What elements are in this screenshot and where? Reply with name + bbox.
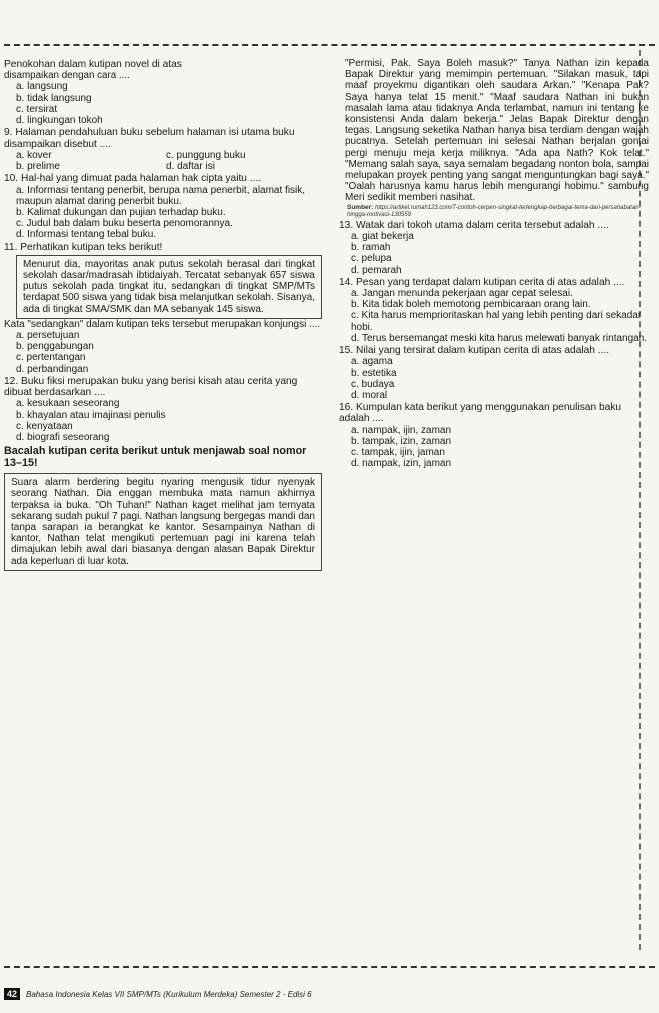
q13-option-a[interactable]: a. giat bekerja bbox=[351, 230, 414, 242]
q13-option-d[interactable]: d. pemarah bbox=[351, 264, 402, 276]
q16-option-a[interactable]: a. nampak, ijin, zaman bbox=[351, 424, 452, 436]
page-number: 42 bbox=[4, 988, 20, 1000]
q10-option-a[interactable]: a. Informasi tentang penerbit, berupa nama penerbit, alamat fisik, maupun alamat daring penerbit buku. bbox=[16, 184, 306, 207]
q8-option-d[interactable]: d. lingkungan tokoh bbox=[16, 115, 103, 126]
bottom-dashed-divider bbox=[4, 966, 655, 968]
q15-option-a[interactable]: a. agama bbox=[351, 356, 393, 368]
question-15-stem: 15. Nilai yang tersirat dalam kutipan cerita di atas adalah .... bbox=[339, 345, 610, 357]
top-dashed-divider bbox=[4, 44, 655, 46]
reading-instruction: Bacalah kutipan cerita berikut untuk menjawab soal nomor 13–15! bbox=[4, 445, 307, 470]
question-9-stem: 9. Halaman pendahuluan buku sebelum halaman isi utama buku disampaikan disebut .... bbox=[4, 127, 295, 150]
q8-option-c[interactable]: c. tersirat bbox=[16, 103, 58, 115]
story-excerpt-text: Suara alarm berdering begitu nyaring mengusik tidur nyenyak seorang Nathan. Dia enggan membuka mata namun akhirnya terpaksa ia buka. "Oh Tuhan!" Nathan kaget melihat jam ternyata sekarang sudah pukul 7 pagi. Nathan langsung bergegas mandi dan tanpa sarapan ia berangkat ke kantor. Sesampainya Nathan di kantor, Nathan telat mengikuti pertemuan pagi ini karena telah dimajukan lebih awal dari biasanya dengan alasan Bapak Direktur ada keperluan di luar kota. bbox=[11, 477, 315, 567]
q14-option-b[interactable]: b. Kita tidak boleh memotong pembicaraan orang lain. bbox=[351, 299, 591, 311]
question-13-stem: 13. Watak dari tokoh utama dalam cerita tersebut adalah .... bbox=[339, 219, 609, 231]
q9-options-row-2 bbox=[16, 161, 322, 172]
q9-option-c[interactable]: c. punggung buku bbox=[166, 149, 246, 161]
q16-option-b[interactable]: b. tampak, izin, zaman bbox=[351, 435, 452, 447]
question-8-stem: Penokohan dalam kutipan novel di atas bbox=[4, 59, 182, 70]
q11-quote-text: Menurut dia, mayoritas anak putus sekolah berasal dari tingkat sekolah dasar/madrasah ibtidaiyah. Tercatat sebanyak 657 siswa putus sekolah pada tingkat itu, sedangkan di tingkat SMP/MTs terdapat 500 siswa yang tidak bisa melanjutkan sekolah. Sisanya, ada di tingkat SMA/SMK dan MA sebanyak 145 siswa. bbox=[23, 258, 315, 315]
q8-option-b[interactable]: b. tidak langsung bbox=[16, 92, 92, 104]
q16-option-d[interactable]: d. nampak, izin, jaman bbox=[351, 458, 452, 470]
q14-option-c[interactable]: c. Kita harus memprioritaskan hal yang lebih penting dari sekadar hobi. bbox=[351, 310, 642, 333]
page-footer bbox=[4, 988, 312, 1000]
left-column bbox=[4, 58, 322, 571]
q15-option-b[interactable]: b. estetika bbox=[351, 367, 397, 379]
q12-option-c[interactable]: c. kenyataan bbox=[16, 420, 73, 432]
q13-option-c[interactable]: c. pelupa bbox=[351, 253, 392, 265]
q11-option-b[interactable]: b. penggabungan bbox=[16, 341, 94, 353]
q10-option-c[interactable]: c. Judul bab dalam buku beserta penomorannya. bbox=[16, 218, 233, 230]
question-8-stem-cont: disampaikan dengan cara .... bbox=[4, 70, 130, 82]
story-source bbox=[347, 204, 651, 219]
q14-option-d[interactable]: d. Terus bersemangat meski kita harus melewati banyak rintangan. bbox=[351, 332, 648, 344]
story-continuation-text: "Permisi, Pak. Saya Boleh masuk?" Tanya Nathan izin kepada Bapak Direktur yang memimpin pertemuan. "Silakan masuk, tapi maaf proyekmu digantikan oleh saudara Arkan." "Kenapa Pak? Saya hanya telat 15 menit." "Maaf saudara Nathan ini bukan masalah lama atau tidaknya Anda terlambat, namun ini tentang ke konsistensi Anda dalam bekerja." Jelas Bapak Direktur dengan tegas. Langsung seketika Nathan hanya bisa terdiam dengan wajah pucatnya. Setelah pertemuan ini selesai Nathan berjalan gontai pergi menuju meja kerja miliknya. "Ada apa Nath? Kok telat." "Memang salah saya, saya semalam begadang nonton bola, sampai melupakan proyek penting yang sangat menguntungkan bagi saya." "Oalah harusnya kamu harus lebih mengurangi hobimu." sambung Meri sedikit memberi nasihat. bbox=[345, 58, 649, 204]
q11-option-a[interactable]: a. persetujuan bbox=[16, 330, 80, 342]
right-column bbox=[339, 58, 651, 470]
q10-option-d[interactable]: d. Informasi tentang tebal buku. bbox=[16, 229, 157, 241]
story-continuation bbox=[339, 58, 651, 204]
book-title: Bahasa Indonesia Kelas VII SMP/MTs (Kurikulum Merdeka) Semester 2 - Edisi 6 bbox=[26, 989, 312, 999]
q13-option-b[interactable]: b. ramah bbox=[351, 242, 391, 254]
q9-options-row-1 bbox=[16, 150, 322, 161]
q11-question-text: Kata "sedangkan" dalam kutipan teks tersebut merupakan konjungsi .... bbox=[4, 318, 321, 330]
q8-option-a[interactable]: a. langsung bbox=[16, 81, 68, 93]
source-label: Sumber: bbox=[347, 203, 374, 211]
q10-option-b[interactable]: b. Kalimat dukungan dan pujian terhadap buku. bbox=[16, 206, 226, 218]
q9-option-b[interactable]: b. prelime bbox=[16, 161, 60, 172]
q14-option-a[interactable]: a. Jangan menunda pekerjaan agar cepat selesai. bbox=[351, 288, 573, 300]
q11-option-c[interactable]: c. pertentangan bbox=[16, 352, 86, 364]
q12-option-a[interactable]: a. kesukaan seseorang bbox=[16, 398, 120, 410]
q11-option-d[interactable]: d. perbandingan bbox=[16, 363, 89, 375]
question-16-stem: 16. Kumpulan kata berikut yang menggunakan penulisan baku adalah .... bbox=[339, 402, 622, 425]
story-excerpt-box bbox=[4, 473, 322, 571]
question-10-stem: 10. Hal-hal yang dimuat pada halaman hak cipta yaitu .... bbox=[4, 173, 262, 185]
q9-option-a[interactable]: a. kover bbox=[16, 149, 52, 161]
q15-option-d[interactable]: d. moral bbox=[351, 389, 388, 401]
q12-option-b[interactable]: b. khayalan atau imajinasi penulis bbox=[16, 409, 166, 421]
question-11-stem: 11. Perhatikan kutipan teks berikut! bbox=[4, 241, 163, 253]
question-14-stem: 14. Pesan yang terdapat dalam kutipan cerita di atas adalah .... bbox=[339, 276, 625, 288]
q15-option-c[interactable]: c. budaya bbox=[351, 378, 395, 390]
q12-option-d[interactable]: d. biografi seseorang bbox=[16, 432, 110, 444]
question-12-stem: 12. Buku fiksi merupakan buku yang berisi kisah atau cerita yang dibuat berdasarkan .... bbox=[4, 375, 298, 399]
q9-option-d[interactable]: d. daftar isi bbox=[166, 161, 215, 172]
q16-option-c[interactable]: c. tampak, ijin, jaman bbox=[351, 447, 445, 459]
source-url[interactable]: https://artikel.rumah123.com/7-contoh-cerpen-singkat-terlengkap-berbagai-tema-dari-persahabatan-hingga-motivasi-130559 bbox=[347, 204, 641, 218]
q11-quote-box bbox=[16, 255, 322, 319]
